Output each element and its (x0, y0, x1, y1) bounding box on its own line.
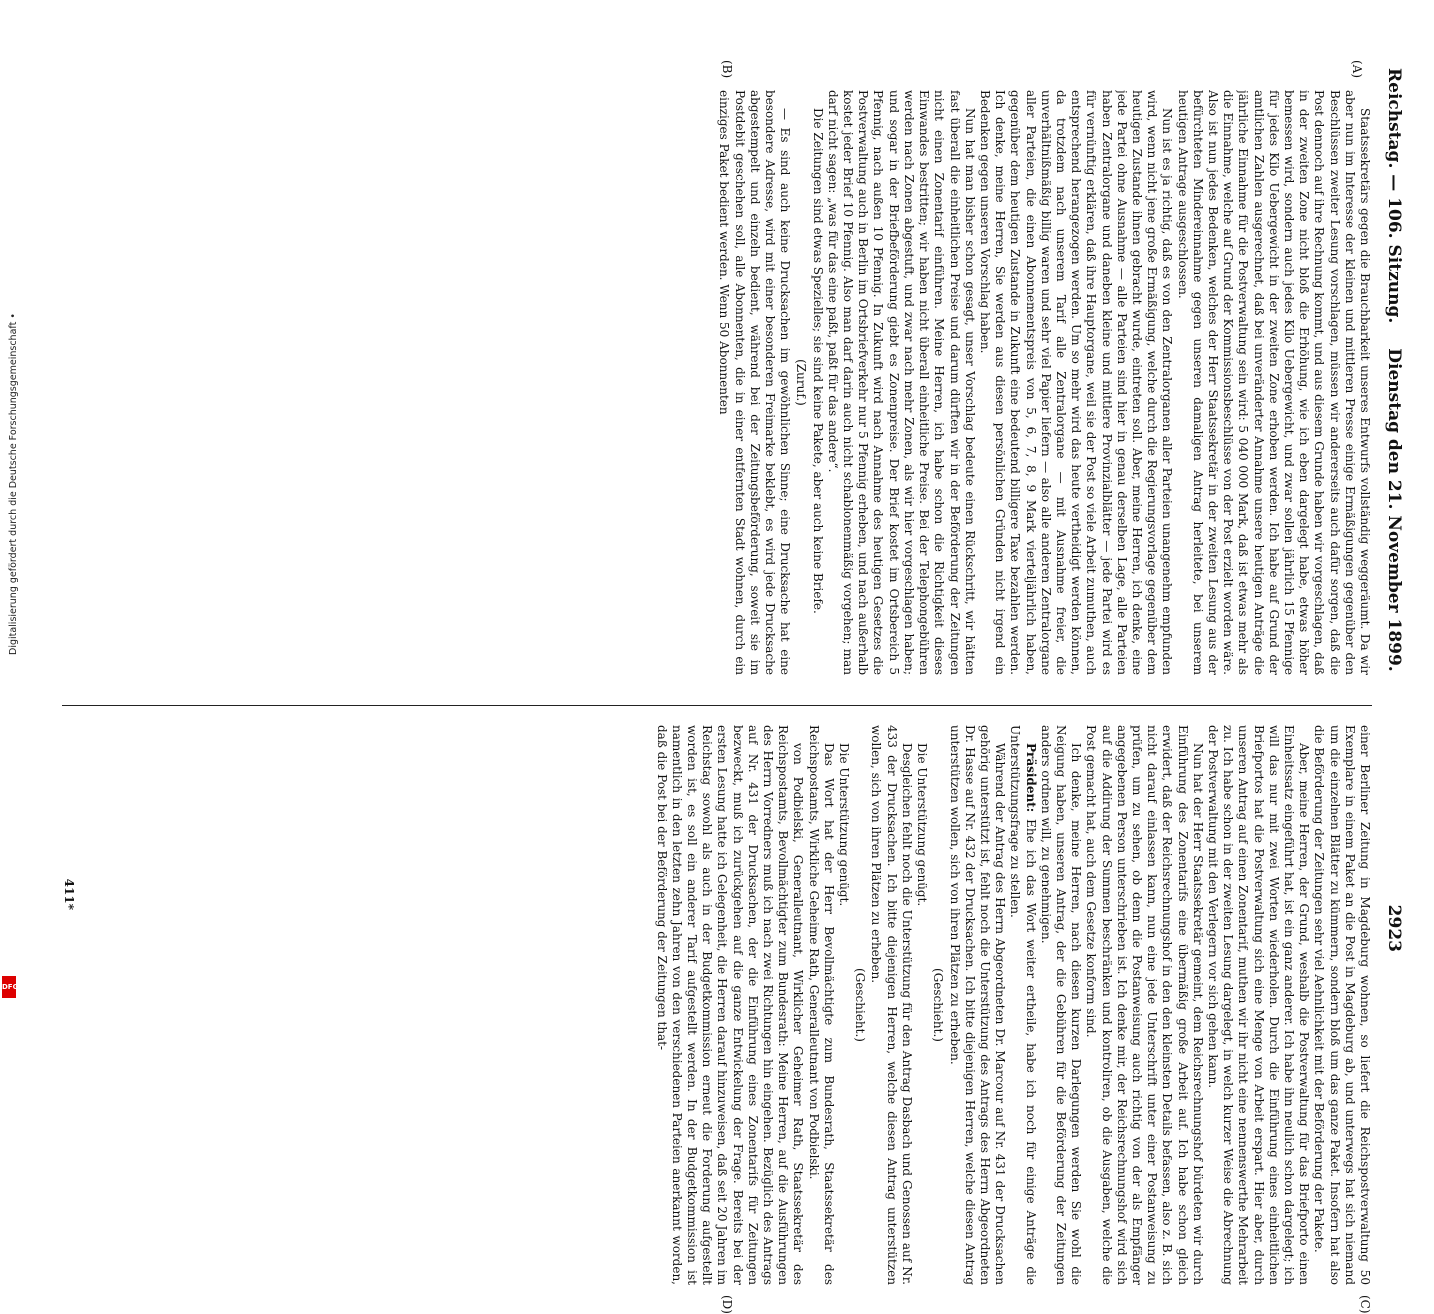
digitization-credit: Digitalisierung gefördert durch die Deutsche Forschungsgemeinschaft • (8, 313, 19, 655)
right-text-column (72, 725, 1372, 1285)
speech-text: Ehe ich das Wort weiter ertheile, habe ich noch für einige Anträge die Unterstützungsfrage zu stellen. (1008, 725, 1038, 1285)
paragraph: Das Wort hat der Herr Bevollmächtigte zum Bundesrath, Staatssekretär des Reichspostamts, Wirkliche Geheime Rath, Generalleutnant von Podbielski. (806, 725, 836, 1285)
stage-direction: (Geschieht.) (931, 968, 946, 1042)
paragraph: Aber, meine Herren, der Grund, weshalb die Postverwaltung für das Briefporto einen Einheitssatz eingeführt hat, ist ein ganz anderer. Ich habe ihn neulich schon dargelegt; ich will das nur mit zwei Worten wiederholen. Durch die Einführung eines einheitlichen Briefportos hat die Postverwaltung sich eine Menge von Arbeit erspart. Hier aber, durch unseren Antrag auf einen Zonentarif, muthen wir ihr nicht eine nennenswerthe Mehrarbeit zu. Ich habe schon in der zweiten Lesung dargelegt, in welch kurzer Weise die Abrechnung der Postverwaltung mit den Verlegern vor sich gehen kann. (1205, 725, 1312, 1285)
left-text-column (72, 90, 1372, 675)
paragraph: Nun hat der Herr Staatssekretär gemeint, dem Reichsrechnungshof bürdeten wir durch Einführung des Zonentarifs eine übermäßig große Arbeit auf. Ich habe schon gleich erwidert, daß der Reichsrechnungshof in den den kleinsten Details befassen, also z. B. sich nicht darauf einlassen kann, nun eine jede Unterschrift unter einer Postanweisung zu prüfen, um zu sehen, ob denn die Postanweisung auch richtig von der als Empfänger angegebenen Person unterschrieben ist. Ich denke mir, der Reichsrechnungshof wird sich auf die Addirung der Summen beschränken und kontroliren, ob die Ausgaben, welche die Post gemacht hat, auch dem Gesetze konform sind. (1084, 725, 1205, 1285)
paragraph: Die Unterstützung genügt. (915, 743, 930, 907)
paragraph: Desgleichen fehlt noch die Unterstützung für den Antrag Dasbach und Genossen auf Nr. 433 der Drucksachen. Ich bitte diejenigen Herren, welche diesen Antrag unterstützen wollen, sich von ihren Plätzen zu erheben. (869, 725, 914, 1285)
paragraph: Während der Antrag des Herrn Abgeordneten Dr. Marcour auf Nr. 431 der Drucksachen gehörig unterstützt ist, fehlt noch die Unterstützung des Antrags des Herrn Abgeordneten Dr. Hasse auf Nr. 432 der Drucksachen. Ich bitte diejenigen Herren, welche diesen Antrag unterstützen wollen, sich von ihren Plätzen zu erheben. (947, 725, 1008, 1285)
margin-mark-d: (D) (720, 1295, 734, 1314)
paragraph: Die Unterstützung genügt. (837, 743, 852, 907)
stage-direction: (Zuruf.) (794, 359, 809, 406)
page-header (1378, 68, 1404, 952)
header-left-title: Reichstag. — 106. Sitzung. (1384, 68, 1404, 324)
paragraph: Nun hat man bisher schon gesagt, unser Vorschlag bedeute einen Rückschritt, wir hätten fast überall die einheitlichen Preise und darum dürften wir in der Beförderung der Zeitungen nicht einen Zonentarif einführen. Meine Herren, ich habe schon die Richtigkeit dieses Einwandes bestritten; wir haben nicht überall einheitliche Preise. Bei der Telephongebühren werden nach Zonen abgestuft, und zwar nach mehr Zonen, als wir hier vorgeschlagen haben; und sogar in der Briefbeförderung giebt es Zonenpreise. Der Brief kostet im Ortsbereich 5 Pfennig, nach außen 10 Pfennig. In Zukunft wird nach Annahme des heutigen Gesetzes die Postverwaltung auch in Berlin im Ortsbriefverkehr nur 5 Pfennig erheben, und nach außerhalb kostet jeder Brief 10 Pfennig. Also man darf darin auch nicht schablonenmäßig vorgehen; man darf nicht sagen: „was für das eine paßt, paßt für das andere“. (825, 90, 977, 675)
paragraph: Nun ist es ja richtig, daß es von den Zentralorganen aller Parteien unangenehm empfunden wird, wenn nicht jene große Ermäßigung, welche durch die Regierungsvorlage gegenüber dem heutigen Zustande ihnen gebracht wurde, eintreten soll. Aber, meine Herren, ich denke, eine jede Partei ohne Ausnahme — alle Parteien sind hier in genau derselben Lage, alle Parteien haben Zentralorgane und daneben kleine und mittlere Provinzialblätter — jede Partei wird es für vernünftig erklären, daß ihre Hauptorgane, weil sie der Post so viele Arbeit zumuthen, auch entsprechend herangezogen werden. Um so mehr wird das heute vertheidigt werden können, da trotzdem nach unserem Tarif alle Zentralorgane — mit Ausnahme freier, die unverhältnißmäßig billig waren und sehr viel Papier liefern — also alle anderen Zentralorgane aller Parteien, die einen Abonnementspreis von 5, 6, 7, 8, 9 Mark vierteljährlich haben, gegenüber dem heutigen Zustande in Zukunft eine bedeutend billigere Taxe bezahlen werden. Ich denke, meine Herren, Sie werden aus diesen persönlichen Gründen nicht irgend ein Bedenken gegen unseren Vorschlag haben. (977, 90, 1175, 675)
paragraph: Ich denke, meine Herren, nach diesen kurzen Darlegungen werden Sie wohl die Neigung haben, unseren Antrag, der die Gebühren für die Beförderung der Zeitungen anders ordnen will, zu genehmigen. (1038, 725, 1084, 1285)
paragraph: Die Zeitungen sind etwas Spezielles; sie sind keine Pakete, aber auch keine Briefe. (810, 108, 825, 614)
stage-direction: (Geschieht.) (853, 968, 868, 1042)
margin-mark-a: (A) (1350, 60, 1364, 79)
header-date-title: Dienstag den 21. November 1899. (1384, 348, 1404, 672)
paragraph: Staatssekretärs gegen die Brauchbarkeit unseres Entwurfs vollständig weggeräumt. Da wir aber nun im Interesse der kleinen und mittleren Presse einige Ermäßigungen gegenüber den Beschlüssen zweiter Lesung vorschlagen, müssen wir andererseits auch dafür sorgen, daß die Post dennoch auf ihre Rechnung kommt, und aus diesem Grunde haben wir vorgeschlagen, daß in der zweiten Zone nicht bloß die Erhöhung, wie ich eben dargelegt habe, etwas höher bemessen wird, sondern auch jedes Kilo Uebergewicht, und zwar sollen jährlich 15 Pfennige für jedes Kilo Uebergewicht in der zweiten Zone erhoben werden. Ich habe auf Grund der amtlichen Zahlen ausgerechnet, daß bei unveränderter Annahme unsere heutigen Anträge die jährliche Einnahme für die Postverwaltung sein wird: 5 040 000 Mark, daß ist etwas mehr als die Einnahme, welche auf Grund der Kommissionsbeschlüsse von der Post erzielt worden wäre. Also ist nun jedes Bedenken, welches der Herr Staatssekretär in der zweiten Lesung aus der befürchteten Mindereinnahme gegen unseren damaligen Antrag herleitete, bei unserem heutigen Antrage ausgeschlossen. (1175, 90, 1372, 675)
paragraph: von Podbielski, Generalleutnant, Wirklicher Geheimer Rath, Staatssekretär des Reichspostamts, Bevollmächtigter zum Bundesrath: Meine Herren, auf die Ausführungen des Herrn Vorredners muß ich nach zwei Richtungen hin eingehen. Bezüglich des Antrags auf Nr. 431 der Drucksachen, der die Einführung eines Zonentarifs für Zeitungen bezweckt, muß ich zurückgehen auf die ganze Entwickelung der Frage. Bereits bei der ersten Lesung hatte ich Gelegenheit, die Herren darauf hinzuweisen, daß seit 20 Jahren im Reichstag sowohl als auch in der Budgetkommission erneut die Forderung aufgestellt worden ist, es soll ein anderer Tarif aufgestellt werden. In der Budgetkommission ist namentlich in den letzten zehn Jahren von den verschiedenen Parteien anerkannt worden, daß die Post bei der Beförderung der Zeitungen that- (654, 725, 806, 1285)
margin-mark-b: (B) (720, 60, 734, 79)
president-paragraph (1007, 725, 1037, 1285)
column-divider (62, 705, 1372, 706)
paragraph: — Es sind auch keine Drucksachen im gewöhnlichen Sinne; eine Drucksache hat eine besondere Adresse, wird mit einer besonderen Freimarke beklebt, es wird jede Drucksache abgestempelt und einzeln bedient, während bei der Zeitungsbeförderung, soweit sie im Postdebit geschehen soll, alle Abonnenten, die in einer entfernten Stadt wohnen, durch ein einziges Paket bedient werden. Wenn 50 Abonnenten (717, 90, 793, 675)
speaker-label: Präsident: (1023, 743, 1038, 813)
margin-mark-c: (C) (1358, 1295, 1372, 1314)
signature-number: 411* (62, 878, 76, 910)
paragraph: einer Berliner Zeitung in Magdeburg wohnen, so liefert die Reichspostverwaltung 50 Exemplare in einem Paket an die Post in Magdeburg ab, und unterwegs hat sich niemand um die einzelnen Blätter zu kümmern, sondern bloß um das ganze Paket. Insofern hat also die Beförderung der Zeitungen sehr viel Aehnlichkeit mit der Beförderung der Pakete. (1312, 725, 1372, 1285)
dfg-logo: DFG (2, 976, 16, 998)
page-number: 2923 (1384, 904, 1404, 952)
